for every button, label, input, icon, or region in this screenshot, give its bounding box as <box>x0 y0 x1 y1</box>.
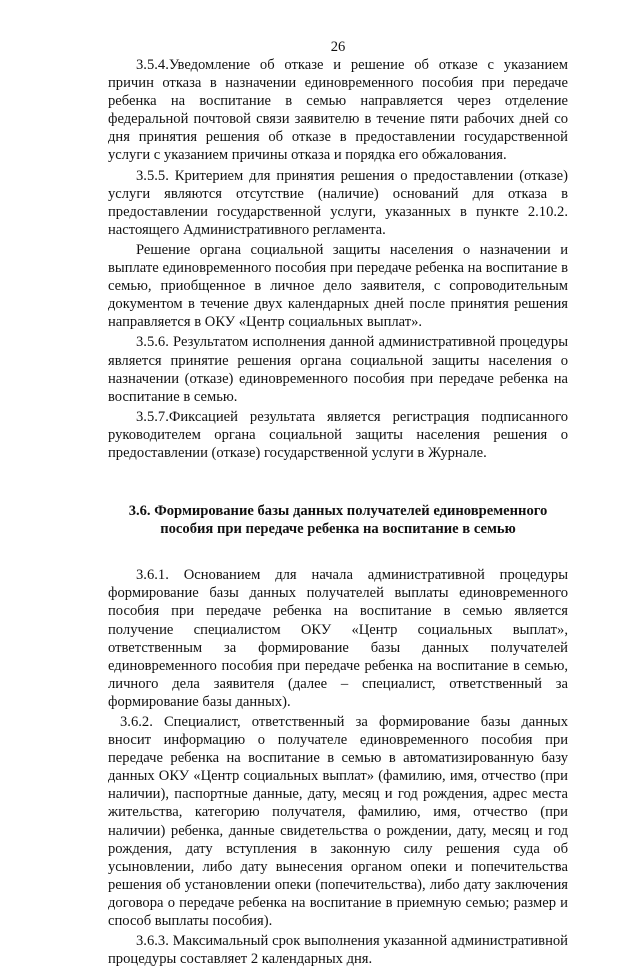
page-number: 26 <box>330 39 346 55</box>
paragraph-3-6-2: 3.6.2. Специалист, ответственный за формирование базы данных вносит информацию о получателе единовременного пособия при передаче ребенка на воспитание в семью в автоматизированную базу данных ОКУ «Центр социальных выплат» (фамилию, имя, отчество (при наличии), паспортные данные, дату, месяц и год рождения, адрес места жительства, категорию получателя, фамилию, имя, отчество (при наличии) ребенка, данные свидетельства о рождении, дату, месяц и год рождения, дату вступления в законную силу решения суда об усыновлении, либо дату вынесения органом опеки и попечительства решения об установлении опеки (попечительства), либо дату заключения договора о передаче ребенка на воспитание в приемную семью; размер и способ выплаты пособия). <box>108 714 568 930</box>
paragraph-3-5-6: 3.5.6. Результатом исполнения данной административной процедуры является принятие решения органа социальной защиты населения о назначении (отказе) единовременного пособия при передаче ребенка на воспитание в семью. <box>108 334 568 405</box>
paragraph-3-6-1: 3.6.1. Основанием для начала административной процедуры формирование базы данных получателей выплаты единовременного пособия при передаче ребенка на воспитание в семью является получение специалистом ОКУ «Центр социальных выплат», ответственным за формирование базы данных получателей единовременного пособия при передаче ребенка на воспитание в семью, личного дела заявителя (далее – специалист, ответственный за формирование базы данных). <box>108 567 568 710</box>
paragraph-3-5-7: 3.5.7.Фиксацией результата является регистрация подписанного руководителем органа социальной защиты населения решения о предоставлении (отказе) государственной услуги в Журнале. <box>108 408 568 461</box>
section-heading-3-6: 3.6. Формирование базы данных получателей единовременного пособия при передаче ребенка на воспитание в семью <box>128 503 548 538</box>
paragraph-decision: Решение органа социальной защиты населения о назначении и выплате единовременного пособия при передаче ребенка на воспитание в семью, приобщенное в личное дело заявителя, с сопроводительным документом в течение двух календарных дней после принятия решения направляется в ОКУ «Центр социальных выплат». <box>108 241 568 331</box>
paragraph-3-5-5: 3.5.5. Критерием для принятия решения о предоставлении (отказе) услуги являются отсутствие (наличие) оснований для отказа в предоставлении государственной услуги, указанных в пункте 2.10.2. настоящего Административного регламента. <box>108 167 568 238</box>
paragraph-3-6-3: 3.6.3. Максимальный срок выполнения указанной административной процедуры составляет 2 календарных дня. <box>108 933 568 968</box>
paragraph-3-5-4: 3.5.4.Уведомление об отказе и решение об отказе с указанием причин отказа в назначении единовременного пособия при передаче ребенка на воспитание в семью направляется через отделение федеральной почтовой связи заявителю в течение пяти рабочих дней со дня принятия решения об отказе в предоставлении государственной услуги с указанием причины отказа и порядка его обжалования. <box>108 57 568 164</box>
document-body <box>108 56 568 968</box>
